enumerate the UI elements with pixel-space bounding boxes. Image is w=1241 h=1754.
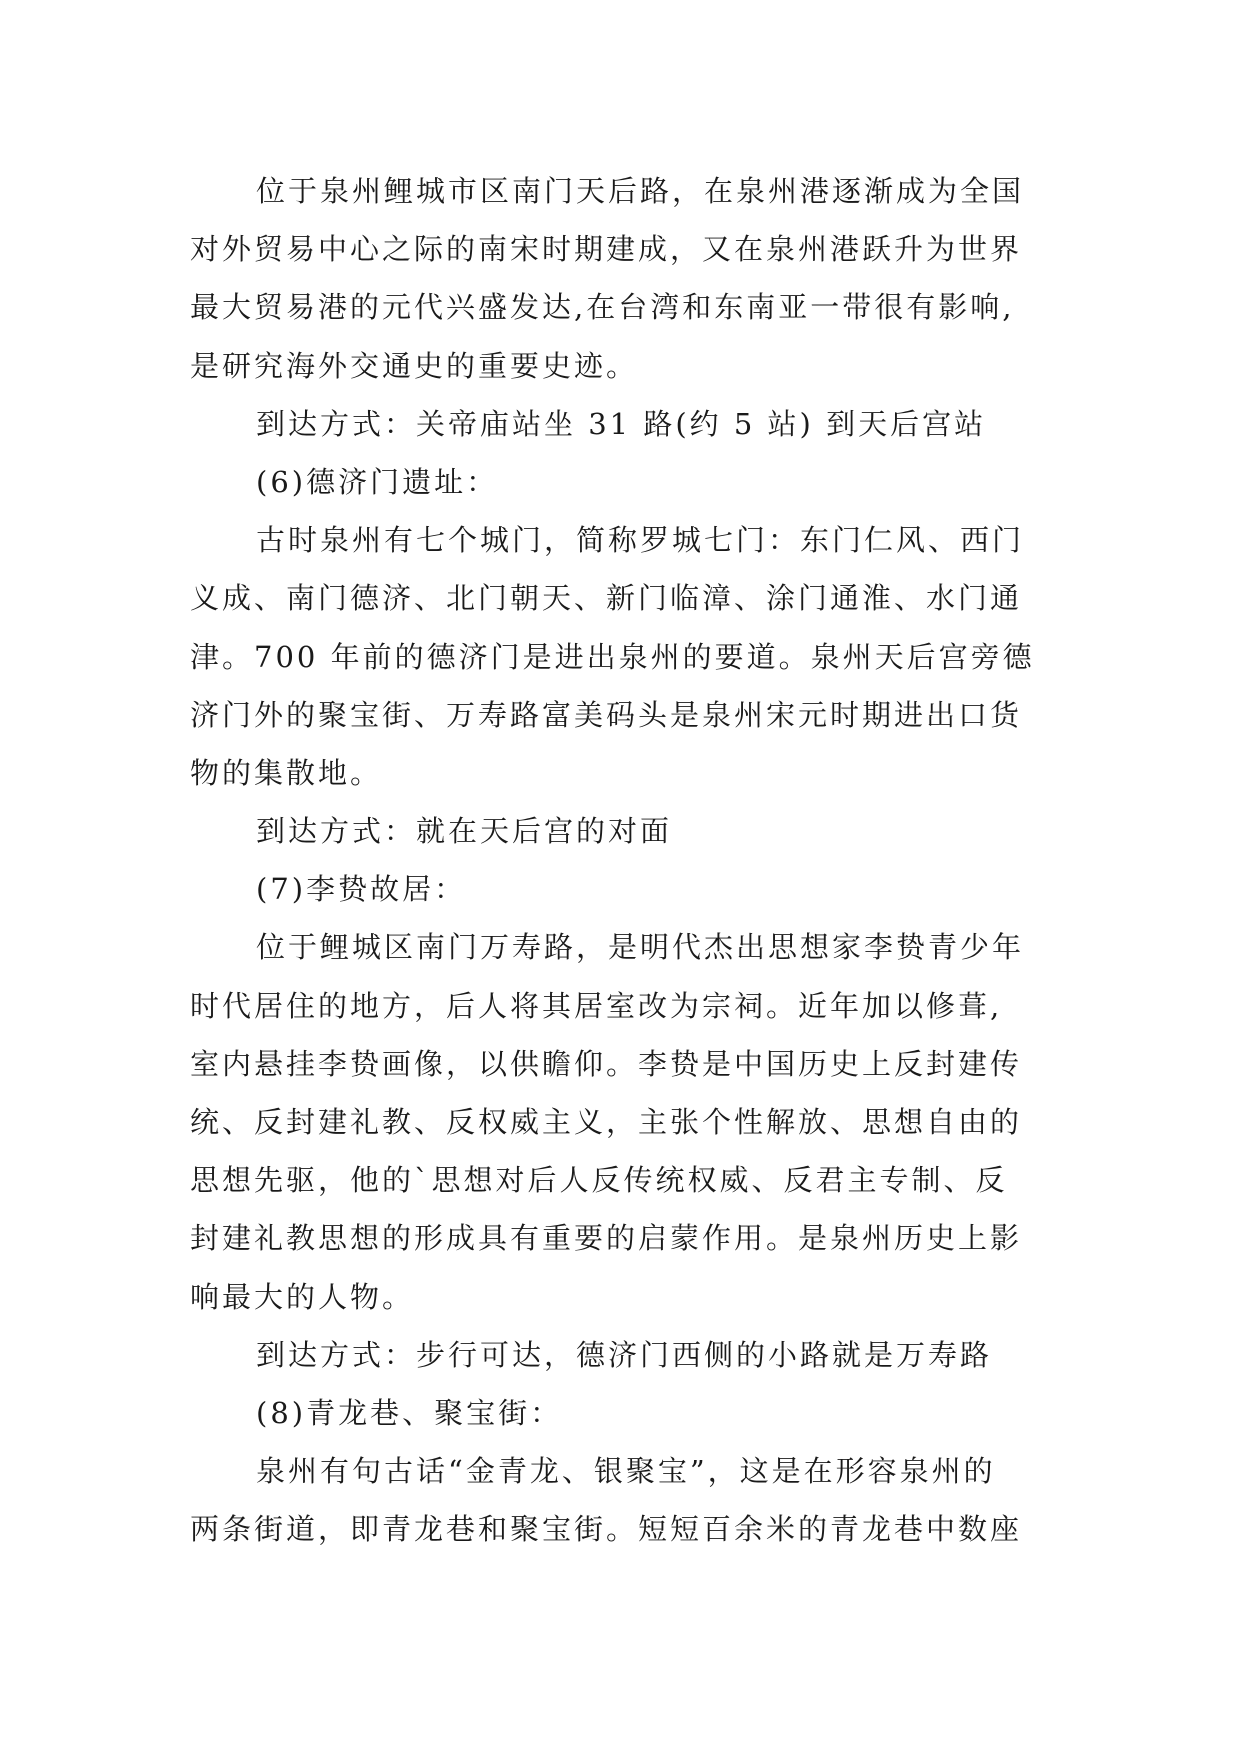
document-body xyxy=(190,162,1090,1559)
text-line: 最大贸易港的元代兴盛发达,在台湾和东南亚一带很有影响, xyxy=(190,290,1015,325)
section-heading: (8)青龙巷、聚宝街： xyxy=(256,1395,563,1430)
text-line: 室内悬挂李贽画像，以供瞻仰。李贽是中国历史上反封建传 xyxy=(190,1046,1023,1081)
text-line: 物的集散地。 xyxy=(190,755,383,790)
text-line: 统、反封建礼教、反权威主义，主张个性解放、思想自由的 xyxy=(190,1105,1023,1139)
text-line: 两条街道，即青龙巷和聚宝街。短短百余米的青龙巷中数座 xyxy=(190,1512,1023,1547)
text-line: 位于泉州鲤城市区南门天后路，在泉州港逐渐成为全国 xyxy=(256,174,1025,208)
text-line: 响最大的人物。 xyxy=(190,1279,415,1314)
text-line: 济门外的聚宝街、万寿路富美码头是泉州宋元时期进出口货 xyxy=(190,697,1023,732)
text-line: 时代居住的地方，后人将其居室改为宗祠。近年加以修葺, xyxy=(190,988,1003,1023)
text-line: 义成、南门德济、北门朝天、新门临漳、涂门通淮、水门通 xyxy=(190,581,1023,616)
directions-line: 到达方式：关帝庙站坐 31 路(约 5 站) 到天后宫站 xyxy=(256,406,987,441)
text-line: 对外贸易中心之际的南宋时期建成，又在泉州港跃升为世界 xyxy=(190,232,1023,267)
text-line: 位于鲤城区南门万寿路，是明代杰出思想家李贽青少年 xyxy=(256,930,1025,965)
text-line: 泉州有句古话“金青龙、银聚宝”，这是在形容泉州的 xyxy=(256,1454,996,1489)
section-heading: (7)李贽故居： xyxy=(256,872,467,907)
directions-line: 到达方式：步行可达，德济门西侧的小路就是万寿路 xyxy=(256,1337,993,1372)
text-line: 津。700 年前的德济门是进出泉州的要道。泉州天后宫旁德 xyxy=(190,639,1035,674)
text-line: 封建礼教思想的形成具有重要的启蒙作用。是泉州历史上影 xyxy=(190,1221,1023,1256)
text-line: 古时泉州有七个城门，简称罗城七门：东门仁风、西门 xyxy=(256,523,1025,558)
text-line: 思想先驱，他的`思想对后人反传统权威、反君主专制、反 xyxy=(190,1163,1008,1198)
directions-line: 到达方式：就在天后宫的对面 xyxy=(256,814,673,849)
text-line: 是研究海外交通史的重要史迹。 xyxy=(190,348,639,383)
section-heading: (6)德济门遗址： xyxy=(256,464,499,499)
